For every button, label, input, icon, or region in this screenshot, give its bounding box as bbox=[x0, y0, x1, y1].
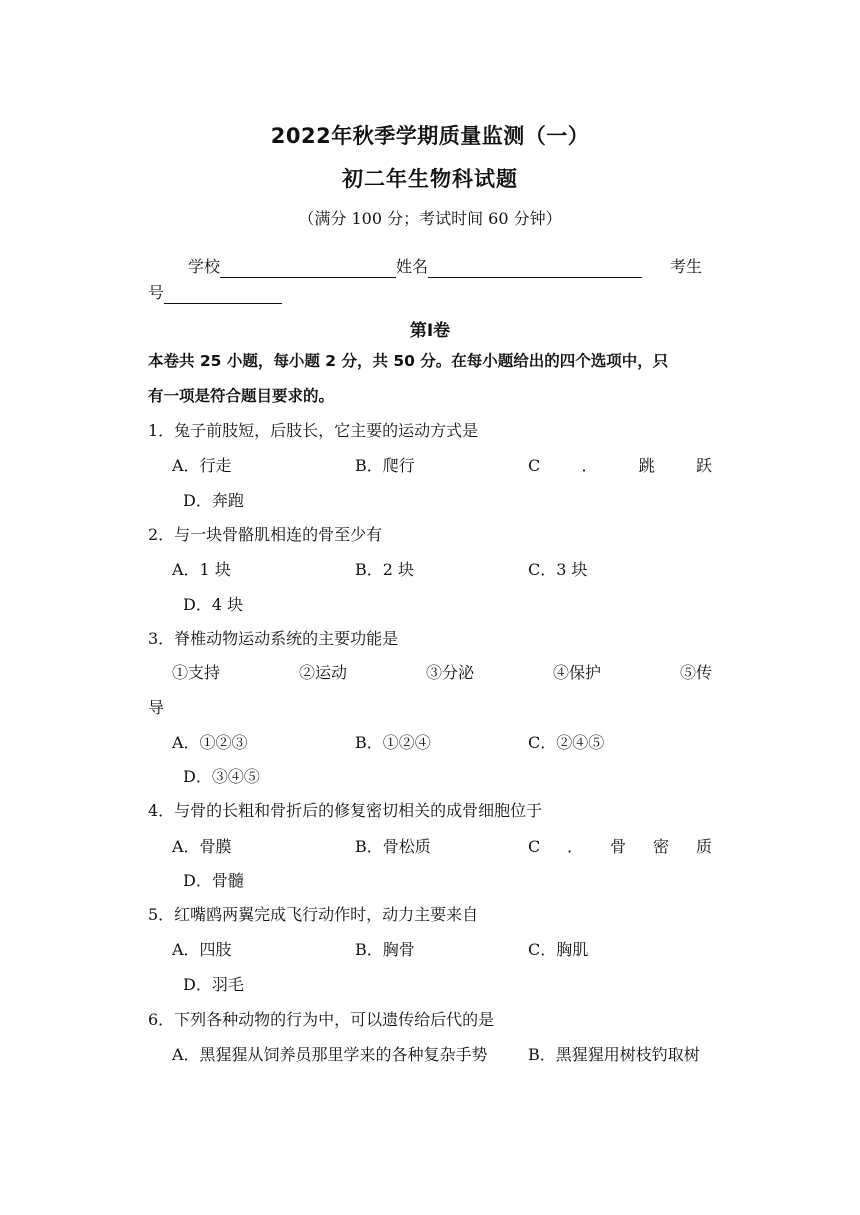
q4-c-part: 质 bbox=[695, 837, 712, 856]
question-5-option-b[interactable]: B．胸骨 bbox=[355, 940, 415, 959]
question-4-option-b[interactable]: B．骨松质 bbox=[355, 837, 431, 856]
question-3-option-a[interactable]: A．①②③ bbox=[172, 733, 248, 752]
question-2-option-c[interactable]: C．3 块 bbox=[528, 560, 588, 579]
question-2-stem: 2．与一块骨骼肌相连的骨至少有 bbox=[148, 525, 383, 544]
q4-c-part: C bbox=[528, 837, 541, 856]
q3-item: ④保护 bbox=[552, 663, 601, 682]
q3-items-wrap: 导 bbox=[148, 698, 165, 717]
question-1-option-c[interactable] bbox=[528, 455, 712, 477]
question-6-option-a[interactable]: A．黑猩猩从饲养员那里学来的各种复杂手势 bbox=[172, 1045, 488, 1064]
question-1-option-b[interactable]: B．爬行 bbox=[355, 456, 415, 475]
q3-item: ①支持 bbox=[172, 663, 221, 682]
form-line-2 bbox=[148, 282, 282, 304]
question-4-option-d[interactable]: D．骨髓 bbox=[183, 871, 244, 890]
school-label: 学校 bbox=[188, 257, 221, 276]
q1-c-part: 跃 bbox=[695, 456, 712, 475]
exam-title: 2022年秋季学期质量监测（一） bbox=[270, 124, 590, 148]
question-3-option-c[interactable]: C．②④⑤ bbox=[528, 733, 605, 752]
question-2-option-d[interactable]: D．4 块 bbox=[183, 595, 244, 614]
name-label: 姓名 bbox=[396, 257, 429, 276]
exam-subject: 初二年生物科试题 bbox=[342, 167, 518, 191]
question-4-option-a[interactable]: A．骨膜 bbox=[172, 837, 232, 856]
question-1-stem: 1．兔子前肢短，后肢长，它主要的运动方式是 bbox=[148, 421, 479, 440]
q3-item: ⑤传 bbox=[679, 663, 712, 682]
question-3-stem: 3．脊椎动物运动系统的主要功能是 bbox=[148, 629, 399, 648]
question-1-option-a[interactable]: A．行走 bbox=[172, 456, 232, 475]
question-3-items bbox=[172, 662, 712, 684]
q4-c-part: 密 bbox=[653, 837, 670, 856]
question-2-option-b[interactable]: B．2 块 bbox=[355, 560, 415, 579]
name-blank[interactable] bbox=[428, 259, 642, 278]
q1-c-part: 跳 bbox=[638, 456, 655, 475]
instructions-line-2: 有一项是符合题目要求的。 bbox=[148, 387, 335, 405]
q1-c-part: ． bbox=[581, 456, 598, 475]
exam-note: （满分 100 分；考试时间 60 分钟） bbox=[298, 209, 562, 228]
instructions-line-1: 本卷共 25 小题，每小题 2 分，共 50 分。在每小题给出的四个选项中，只 bbox=[148, 352, 669, 370]
q4-c-part: ． bbox=[567, 837, 584, 856]
q4-c-part: 骨 bbox=[610, 837, 627, 856]
school-blank[interactable] bbox=[220, 259, 396, 278]
question-4-stem: 4．与骨的长粗和骨折后的修复密切相关的成骨细胞位于 bbox=[148, 801, 543, 820]
exam-no-blank[interactable] bbox=[164, 285, 282, 304]
section-title: 第Ⅰ卷 bbox=[409, 321, 451, 341]
q3-item: ③分泌 bbox=[425, 663, 474, 682]
question-6-option-b[interactable]: B．黑猩猩用树枝钓取树 bbox=[528, 1045, 700, 1064]
question-5-option-c[interactable]: C．胸肌 bbox=[528, 940, 589, 959]
question-2-option-a[interactable]: A．1 块 bbox=[172, 560, 231, 579]
question-6-stem: 6．下列各种动物的行为中，可以遗传给后代的是 bbox=[148, 1010, 495, 1029]
question-4-option-c[interactable] bbox=[528, 836, 712, 858]
question-3-option-d[interactable]: D．③④⑤ bbox=[183, 767, 260, 786]
q1-c-part: C bbox=[528, 456, 541, 475]
question-3-option-b[interactable]: B．①②④ bbox=[355, 733, 431, 752]
q3-item: ②运动 bbox=[298, 663, 347, 682]
question-5-stem: 5．红嘴鸥两翼完成飞行动作时，动力主要来自 bbox=[148, 905, 479, 924]
exam-no-label-part1: 考生 bbox=[670, 257, 703, 276]
form-line bbox=[188, 256, 642, 278]
question-5-option-d[interactable]: D．羽毛 bbox=[183, 975, 244, 994]
question-5-option-a[interactable]: A．四肢 bbox=[172, 940, 232, 959]
question-1-option-d[interactable]: D．奔跑 bbox=[183, 491, 244, 510]
exam-no-label-part2: 号 bbox=[148, 283, 165, 302]
